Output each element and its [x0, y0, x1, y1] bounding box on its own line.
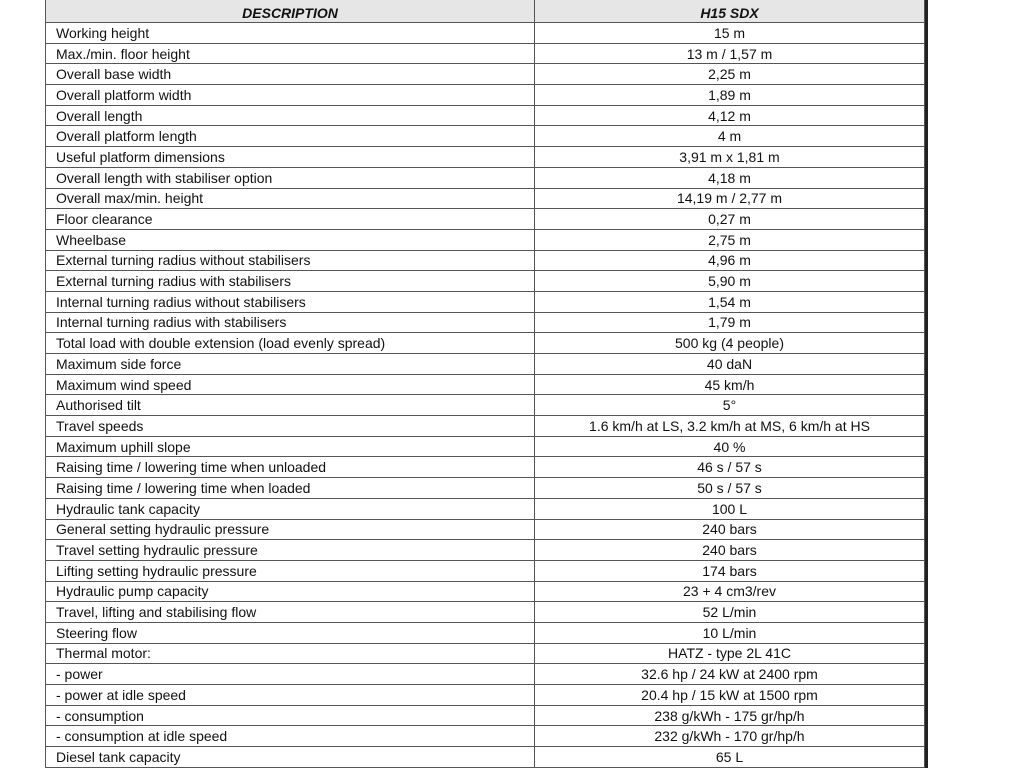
spec-label: Lifting setting hydraulic pressure — [46, 560, 535, 581]
spec-value: 32.6 hp / 24 kW at 2400 rpm — [535, 664, 925, 685]
table-row — [46, 726, 925, 747]
spec-value: 52 L/min — [535, 602, 925, 623]
spec-label: Wheelbase — [46, 229, 535, 250]
table-row — [46, 747, 925, 768]
spec-value: 100 L — [535, 498, 925, 519]
spec-label: Max./min. floor height — [46, 43, 535, 64]
table-row — [46, 105, 925, 126]
spec-label: Floor clearance — [46, 209, 535, 230]
table-row — [46, 457, 925, 478]
table-row — [46, 560, 925, 581]
spec-label: Maximum uphill slope — [46, 436, 535, 457]
spec-value: 13 m / 1,57 m — [535, 43, 925, 64]
spec-value: 4,12 m — [535, 105, 925, 126]
table-row — [46, 498, 925, 519]
table-row — [46, 23, 925, 44]
spec-value: 2,75 m — [535, 229, 925, 250]
spec-sheet — [45, 0, 925, 768]
spec-value: 20.4 hp / 15 kW at 1500 rpm — [535, 685, 925, 706]
spec-label: Internal turning radius without stabilisers — [46, 291, 535, 312]
spec-value: 1,54 m — [535, 291, 925, 312]
spec-value: 5° — [535, 395, 925, 416]
spec-label: Overall length with stabiliser option — [46, 167, 535, 188]
table-row — [46, 374, 925, 395]
table-row — [46, 519, 925, 540]
spec-label: Raising time / lowering time when loaded — [46, 478, 535, 499]
spec-value: 1.6 km/h at LS, 3.2 km/h at MS, 6 km/h at HS — [535, 416, 925, 437]
table-row — [46, 85, 925, 106]
spec-value: 3,91 m x 1,81 m — [535, 147, 925, 168]
spec-label: Overall platform width — [46, 85, 535, 106]
spec-value: 15 m — [535, 23, 925, 44]
spec-label: Overall platform length — [46, 126, 535, 147]
spec-value: 1,79 m — [535, 312, 925, 333]
table-row — [46, 333, 925, 354]
spec-label: - consumption at idle speed — [46, 726, 535, 747]
spec-value: 14,19 m / 2,77 m — [535, 188, 925, 209]
table-row — [46, 685, 925, 706]
table-row — [46, 271, 925, 292]
spec-value: 500 kg (4 people) — [535, 333, 925, 354]
spec-value: 10 L/min — [535, 622, 925, 643]
spec-value: 174 bars — [535, 560, 925, 581]
table-row — [46, 602, 925, 623]
spec-value: 5,90 m — [535, 271, 925, 292]
spec-label: Steering flow — [46, 622, 535, 643]
spec-label: Total load with double extension (load evenly spread) — [46, 333, 535, 354]
spec-label: Travel setting hydraulic pressure — [46, 540, 535, 561]
description-column-header: DESCRIPTION — [46, 0, 535, 23]
spec-label: Maximum side force — [46, 354, 535, 375]
spec-label: Hydraulic pump capacity — [46, 581, 535, 602]
spec-label: Maximum wind speed — [46, 374, 535, 395]
table-row — [46, 209, 925, 230]
spec-value: 65 L — [535, 747, 925, 768]
spec-label: Overall base width — [46, 64, 535, 85]
table-header-row — [46, 0, 925, 23]
spec-value: HATZ - type 2L 41C — [535, 643, 925, 664]
table-row — [46, 416, 925, 437]
spec-value: 238 g/kWh - 175 gr/hp/h — [535, 705, 925, 726]
table-row — [46, 43, 925, 64]
spec-label: External turning radius without stabilisers — [46, 250, 535, 271]
spec-label: Thermal motor: — [46, 643, 535, 664]
spec-value: 40 daN — [535, 354, 925, 375]
spec-label: Overall length — [46, 105, 535, 126]
spec-label: Internal turning radius with stabilisers — [46, 312, 535, 333]
spec-label: - consumption — [46, 705, 535, 726]
spec-value: 45 km/h — [535, 374, 925, 395]
spec-label: - power at idle speed — [46, 685, 535, 706]
table-row — [46, 64, 925, 85]
spec-label: Overall max/min. height — [46, 188, 535, 209]
spec-label: External turning radius with stabilisers — [46, 271, 535, 292]
spec-value: 240 bars — [535, 519, 925, 540]
model-column-header: H15 SDX — [535, 0, 925, 23]
spec-value: 232 g/kWh - 170 gr/hp/h — [535, 726, 925, 747]
table-row — [46, 354, 925, 375]
spec-label: General setting hydraulic pressure — [46, 519, 535, 540]
spec-value: 240 bars — [535, 540, 925, 561]
table-row — [46, 188, 925, 209]
spec-label: Travel, lifting and stabilising flow — [46, 602, 535, 623]
table-row — [46, 250, 925, 271]
table-row — [46, 147, 925, 168]
spec-value: 40 % — [535, 436, 925, 457]
table-row — [46, 581, 925, 602]
spec-label: Useful platform dimensions — [46, 147, 535, 168]
spec-label: Working height — [46, 23, 535, 44]
table-row — [46, 395, 925, 416]
specification-rows — [46, 23, 925, 768]
spec-value: 2,25 m — [535, 64, 925, 85]
spec-value: 4,96 m — [535, 250, 925, 271]
table-row — [46, 229, 925, 250]
spec-value: 4 m — [535, 126, 925, 147]
spec-label: - power — [46, 664, 535, 685]
spec-label: Travel speeds — [46, 416, 535, 437]
spec-value: 46 s / 57 s — [535, 457, 925, 478]
spec-label: Hydraulic tank capacity — [46, 498, 535, 519]
spec-value: 4,18 m — [535, 167, 925, 188]
page-edge — [925, 0, 928, 768]
spec-value: 23 + 4 cm3/rev — [535, 581, 925, 602]
spec-value: 0,27 m — [535, 209, 925, 230]
spec-label: Authorised tilt — [46, 395, 535, 416]
spec-label: Raising time / lowering time when unloaded — [46, 457, 535, 478]
table-row — [46, 705, 925, 726]
spec-value: 50 s / 57 s — [535, 478, 925, 499]
table-row — [46, 436, 925, 457]
table-row — [46, 664, 925, 685]
table-row — [46, 622, 925, 643]
specification-table — [45, 0, 925, 768]
spec-label: Diesel tank capacity — [46, 747, 535, 768]
table-row — [46, 478, 925, 499]
table-row — [46, 312, 925, 333]
table-row — [46, 540, 925, 561]
table-row — [46, 643, 925, 664]
spec-value: 1,89 m — [535, 85, 925, 106]
table-row — [46, 291, 925, 312]
table-row — [46, 126, 925, 147]
table-row — [46, 167, 925, 188]
